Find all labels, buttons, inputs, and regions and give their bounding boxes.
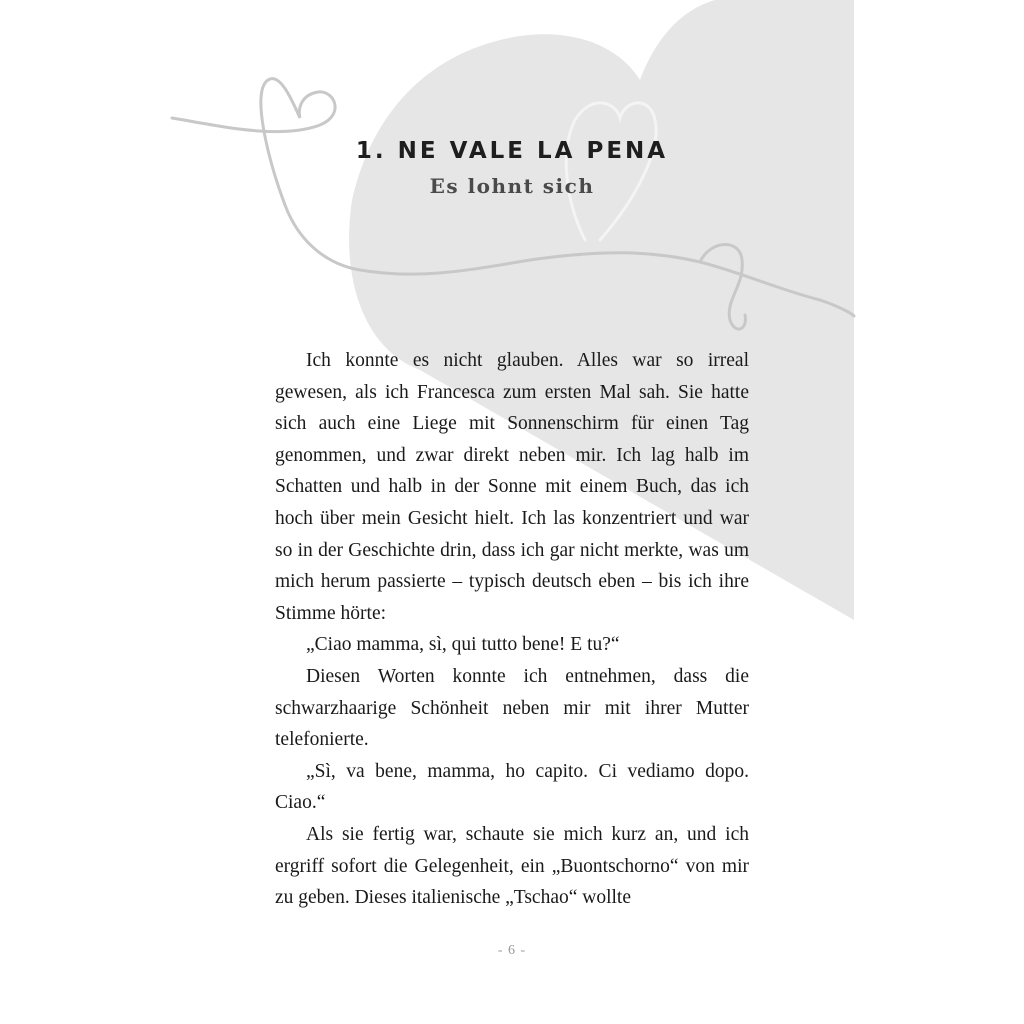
body-text: [275, 345, 749, 914]
paragraph: Ich konnte es nicht glauben. Alles war so irreal gewesen, als ich Francesca zum ersten Mal sah. Sie hatte sich auch eine Liege mit Sonnenschirm für einen Tag genommen, und zwar direkt neben mir. Ich lag halb im Schatten und halb in der Sonne mit einem Buch, das ich hoch über mein Gesicht hielt. Ich las konzentriert und war so in der Geschichte drin, dass ich gar nicht merkte, was um mich herum passierte – typisch deutsch eben – bis ich ihre Stimme hörte:: [275, 350, 749, 624]
chapter-title: 1. NE VALE LA PENA: [355, 138, 669, 164]
chapter-subtitle: Es lohnt sich: [429, 174, 595, 198]
paragraph: Als sie fertig war, schaute sie mich kurz an, und ich ergriff sofort die Gelegenheit, ein „Buontschorno“ von mir zu geben. Dieses italienische „Tschao“ wollte: [275, 823, 749, 909]
paragraph: Diesen Worten konnte ich entnehmen, dass die schwarzhaarige Schönheit neben mir mit ihrer Mutter telefonierte.: [275, 665, 749, 751]
paragraph: „Sì, va bene, mamma, ho capito. Ci vediamo dopo. Ciao.“: [275, 760, 749, 814]
page-number: - 6 -: [497, 943, 527, 958]
paragraph: „Ciao mamma, sì, qui tutto bene! E tu?“: [306, 634, 620, 656]
